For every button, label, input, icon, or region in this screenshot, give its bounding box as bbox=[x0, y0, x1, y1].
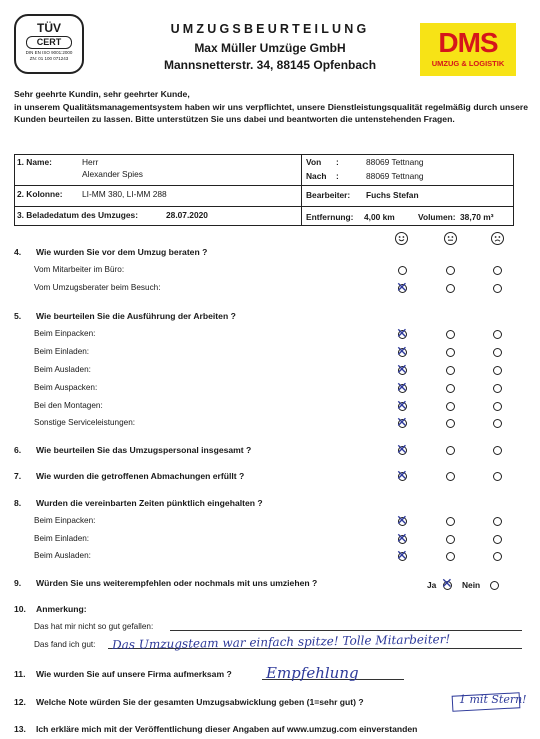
von-value: 88069 Tettnang bbox=[366, 157, 424, 167]
q8-einpacken-check-mark: ✕ bbox=[396, 513, 408, 529]
entfernung-label: Entfernung: bbox=[306, 212, 354, 222]
q5-item-auspacken: Beim Auspacken: bbox=[34, 383, 98, 392]
q5-item-einpacken: Beim Einpacken: bbox=[34, 329, 96, 338]
q8-einpacken-option-3[interactable] bbox=[493, 517, 502, 526]
q5-einpacken-option-2[interactable] bbox=[446, 330, 455, 339]
q5-ausladen-option-3[interactable] bbox=[493, 366, 502, 375]
bearbeiter-label: Bearbeiter: bbox=[306, 190, 351, 200]
question-12 bbox=[14, 697, 364, 707]
q8-item-einladen: Beim Einladen: bbox=[34, 534, 90, 543]
q4-besuch-option-2[interactable] bbox=[446, 284, 455, 293]
datum-value: 28.07.2020 bbox=[166, 210, 208, 220]
entfernung-value: 4,00 km bbox=[364, 212, 395, 222]
neutral-face-icon bbox=[444, 232, 457, 245]
q9-ja-check-mark: ✕ bbox=[441, 576, 453, 592]
name-label: 1. Name: bbox=[17, 157, 52, 167]
q10-positive-handwriting: Das Umzugsteam war einfach spitze! Tolle Mitarbeiter! bbox=[111, 632, 451, 652]
question-9 bbox=[14, 578, 317, 588]
dms-logo-text: DMS bbox=[438, 27, 498, 58]
q13-text: Ich erkläre mich mit der Veröffentlichung dieser Angaben auf www.umzug.com einverstanden bbox=[36, 724, 418, 734]
q5-einladen-option-2[interactable] bbox=[446, 348, 455, 357]
q8-einladen-option-3[interactable] bbox=[493, 535, 502, 544]
q5-service-option-2[interactable] bbox=[446, 419, 455, 428]
q8-ausladen-check-mark: ✕ bbox=[396, 548, 408, 564]
question-5 bbox=[14, 311, 236, 321]
q5-ausladen-check-mark: ✕ bbox=[396, 362, 408, 378]
q5-item-montagen: Bei den Montagen: bbox=[34, 401, 103, 410]
question-6 bbox=[14, 445, 251, 455]
q11-text: Wie wurden Sie auf unsere Firma aufmerksam ? bbox=[36, 669, 232, 679]
question-8 bbox=[14, 498, 263, 508]
q4-item-besuch: Vom Umzugsberater beim Besuch: bbox=[34, 283, 161, 292]
q5-service-option-3[interactable] bbox=[493, 419, 502, 428]
q5-item-einladen: Beim Einladen: bbox=[34, 347, 90, 356]
q8-item-ausladen: Beim Ausladen: bbox=[34, 551, 91, 560]
q8-text: Wurden die vereinbarten Zeiten pünktlich eingehalten ? bbox=[36, 498, 263, 508]
tuv-logo-text: TÜV bbox=[37, 21, 61, 35]
q4-besuch-check-mark: ✕ bbox=[396, 280, 408, 296]
von-label: Von bbox=[306, 157, 322, 167]
tuv-cert-text: CERT bbox=[26, 36, 72, 49]
kolonne-label: 2. Kolonne: bbox=[17, 189, 63, 199]
q5-ausladen-option-2[interactable] bbox=[446, 366, 455, 375]
q7-number: 7. bbox=[14, 471, 22, 481]
q9-ja-label: Ja bbox=[427, 580, 437, 590]
q5-auspacken-check-mark: ✕ bbox=[396, 380, 408, 396]
q10-number: 10. bbox=[14, 604, 26, 614]
q5-number: 5. bbox=[14, 311, 22, 321]
q11-handwriting: Empfehlung bbox=[266, 664, 359, 682]
sad-face-icon bbox=[491, 232, 504, 245]
kolonne-value: LI-MM 380, LI-MM 288 bbox=[82, 189, 167, 199]
question-10 bbox=[14, 604, 87, 614]
q5-montagen-option-2[interactable] bbox=[446, 402, 455, 411]
q6-text: Wie beurteilen Sie das Umzugspersonal insgesamt ? bbox=[36, 445, 252, 455]
q12-handwriting: 1 mit Stern! bbox=[459, 693, 527, 706]
q8-einpacken-option-2[interactable] bbox=[446, 517, 455, 526]
q4-buero-option-2[interactable] bbox=[446, 266, 455, 275]
q8-einladen-check-mark: ✕ bbox=[396, 531, 408, 547]
question-4 bbox=[14, 247, 207, 257]
document-title: UMZUGSBEURTEILUNG bbox=[170, 22, 370, 36]
dms-logo-subtitle: UMZUG & LOGISTIK bbox=[431, 59, 505, 68]
company-address: Mannsnetterstr. 34, 88145 Opfenbach bbox=[163, 58, 377, 72]
q9-nein-label: Nein bbox=[462, 580, 481, 590]
q8-ausladen-option-2[interactable] bbox=[446, 552, 455, 561]
intro-text bbox=[14, 88, 528, 126]
q7-text: Wie wurden die getroffenen Abmachungen erfüllt ? bbox=[36, 471, 245, 481]
q9-text: Würden Sie uns weiterempfehlen oder nochmals mit uns umziehen ? bbox=[36, 578, 318, 588]
q10-text: Anmerkung: bbox=[36, 604, 87, 614]
q5-einpacken-option-3[interactable] bbox=[493, 330, 502, 339]
q5-montagen-check-mark: ✕ bbox=[396, 398, 408, 414]
q4-text: Wie wurden Sie vor dem Umzug beraten ? bbox=[36, 247, 208, 257]
q4-besuch-option-3[interactable] bbox=[493, 284, 502, 293]
q8-number: 8. bbox=[14, 498, 22, 508]
dms-logo bbox=[420, 23, 516, 76]
q4-buero-option-1[interactable] bbox=[398, 266, 407, 275]
q9-number: 9. bbox=[14, 578, 22, 588]
tuv-zn-text: ZN: 01 100 071243 bbox=[29, 56, 69, 61]
question-7 bbox=[14, 471, 244, 481]
name-value: Alexander Spies bbox=[82, 169, 143, 179]
q13-number: 13. bbox=[14, 724, 26, 734]
von-colon: : bbox=[336, 157, 339, 167]
bearbeiter-value: Fuchs Stefan bbox=[366, 190, 419, 200]
q7-check-mark: ✕ bbox=[396, 468, 408, 484]
q5-montagen-option-3[interactable] bbox=[493, 402, 502, 411]
datum-label: 3. Beladedatum des Umzuges: bbox=[17, 210, 139, 220]
q5-auspacken-option-3[interactable] bbox=[493, 384, 502, 393]
intro-body: in unserem Qualitätsmanagementsystem haben wir uns verpflichtet, unsere Dienstleistungsqualität regelmäßig durch unsere Kunden beurteilen zu lassen. Bitte unterstützen Sie uns dabei und beantworten die untenstehenden Fragen. bbox=[14, 101, 528, 124]
happy-face-icon bbox=[395, 232, 408, 245]
name-title: Herr bbox=[82, 157, 99, 167]
nach-label: Nach bbox=[306, 171, 327, 181]
q11-number: 11. bbox=[14, 669, 26, 679]
q8-ausladen-option-3[interactable] bbox=[493, 552, 502, 561]
question-13 bbox=[14, 724, 417, 734]
q5-einladen-option-3[interactable] bbox=[493, 348, 502, 357]
salutation: Sehr geehrte Kundin, sehr geehrter Kunde, bbox=[14, 89, 190, 99]
q9-nein-option[interactable] bbox=[490, 581, 499, 590]
volumen-label: Volumen: bbox=[418, 212, 456, 222]
q6-option-2[interactable] bbox=[446, 446, 455, 455]
q5-auspacken-option-2[interactable] bbox=[446, 384, 455, 393]
q4-number: 4. bbox=[14, 247, 22, 257]
q10-negative-line bbox=[170, 630, 522, 631]
q5-item-ausladen: Beim Ausladen: bbox=[34, 365, 91, 374]
q8-einladen-option-2[interactable] bbox=[446, 535, 455, 544]
company-name: Max Müller Umzüge GmbH bbox=[194, 41, 346, 55]
q4-buero-option-3[interactable] bbox=[493, 266, 502, 275]
q12-text: Welche Note würden Sie der gesamten Umzugsabwicklung geben (1=sehr gut) ? bbox=[36, 697, 364, 707]
q7-option-3[interactable] bbox=[493, 472, 502, 481]
q10-positive-label: Das fand ich gut: bbox=[34, 640, 96, 649]
q6-number: 6. bbox=[14, 445, 22, 455]
volumen-value: 38,70 m³ bbox=[460, 212, 494, 222]
q5-einpacken-check-mark: ✕ bbox=[396, 326, 408, 342]
q5-text: Wie beurteilen Sie die Ausführung der Arbeiten ? bbox=[36, 311, 236, 321]
q5-service-check-mark: ✕ bbox=[396, 415, 408, 431]
nach-value: 88069 Tettnang bbox=[366, 171, 424, 181]
q7-option-2[interactable] bbox=[446, 472, 455, 481]
q5-item-service: Sonstige Serviceleistungen: bbox=[34, 418, 136, 427]
q12-number: 12. bbox=[14, 697, 26, 707]
q5-einladen-check-mark: ✕ bbox=[396, 344, 408, 360]
q8-item-einpacken: Beim Einpacken: bbox=[34, 516, 96, 525]
nach-colon: : bbox=[336, 171, 339, 181]
q4-item-buero: Vom Mitarbeiter im Büro: bbox=[34, 265, 125, 274]
question-11 bbox=[14, 669, 232, 679]
q6-option-3[interactable] bbox=[493, 446, 502, 455]
tuv-iso-text: DIN EN ISO 9001:2000 bbox=[25, 50, 73, 55]
q6-check-mark: ✕ bbox=[396, 442, 408, 458]
q10-negative-label: Das hat mir nicht so gut gefallen: bbox=[34, 622, 154, 631]
